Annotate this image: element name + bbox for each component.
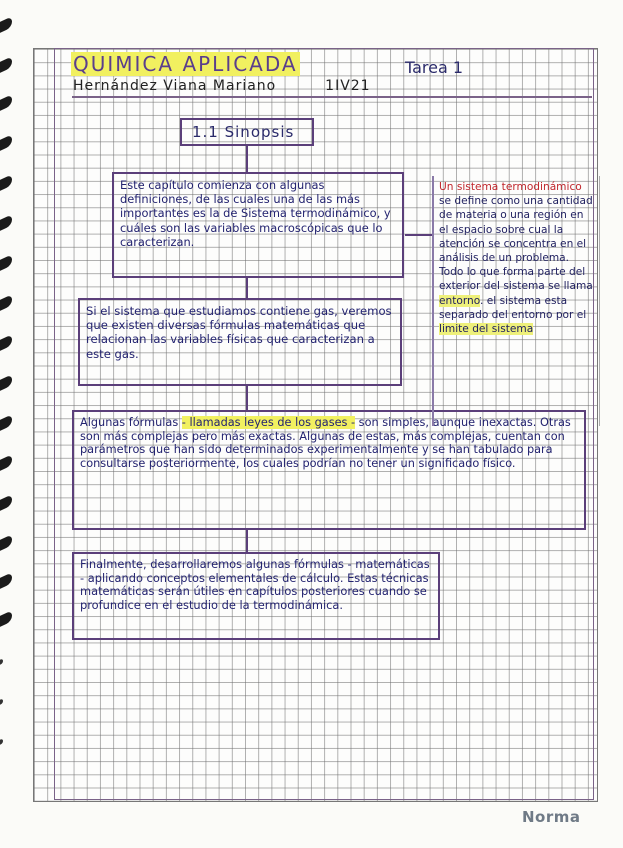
summary-text-3-end: son simples, aunque inexactas. Otras son más complejas pero más exactas. Algunas de estas, más complejas, cuentan con parámetros que han sido determinados experimentalmente y se han tabulado para consultarse posteriormente, los cuales podrían no tener un significado físico. — [80, 416, 571, 470]
connector-line — [246, 384, 248, 410]
summary-box-3 — [72, 410, 586, 530]
spiral-binding — [0, 20, 22, 780]
connector-line — [246, 528, 248, 554]
connector-line — [405, 234, 433, 236]
side-note-text-1: se define como una cantidad de materia o una región en el espacio sobre cual la atención se concentra en el análisis de un problema. Todo lo que forma parte del exterior del sistema se llama — [439, 195, 593, 293]
summary-text-1: Este capítulo comienza con algunas definiciones, de las cuales una de las más importantes es la de Sistema termodinámico, y cuáles son las variables macroscópicas que lo caracterizan. — [120, 178, 391, 249]
summary-text-4: Finalmente, desarrollaremos algunas fórmulas - matemáticas - aplicando conceptos elementales de cálculo. Estas técnicas matemáticas serán útiles en capítulos posteriores cuando se profundice en el estudio de la termodinámica. — [80, 557, 430, 612]
task-label: Tarea 1 — [405, 58, 464, 77]
summary-text-2: Si el sistema que estudiamos contiene gas, veremos que existen diversas fórmulas matemáticas que relacionan las variables físicas que caracterizan a este gas. — [86, 304, 392, 361]
connector-line — [246, 276, 248, 298]
student-group: 1IV21 — [325, 78, 371, 94]
page-title: QUIMICA APLICADA — [73, 52, 298, 76]
gas-laws-highlight: - llamadas leyes de los gases - — [181, 416, 356, 429]
section-heading: 1.1 Sinopsis — [180, 118, 314, 146]
student-name: Hernández Viana Mariano — [73, 78, 277, 94]
summary-text-3-start: Algunas fórmulas — [80, 416, 182, 429]
side-note-text-2: . el sistema esta separado del entorno por el — [439, 294, 587, 321]
connector-line — [246, 146, 248, 172]
summary-box-4 — [72, 552, 440, 640]
side-note-term: Un sistema termodinámico — [439, 181, 582, 193]
side-note — [432, 176, 600, 426]
summary-box-2 — [78, 298, 402, 386]
brand-logo: Norma — [522, 808, 581, 826]
header-rule — [72, 96, 592, 98]
summary-box-1 — [112, 172, 404, 278]
entorno-highlight: entorno — [439, 294, 481, 307]
student-line — [73, 78, 371, 94]
limite-highlight: limite del sistema — [439, 323, 534, 336]
